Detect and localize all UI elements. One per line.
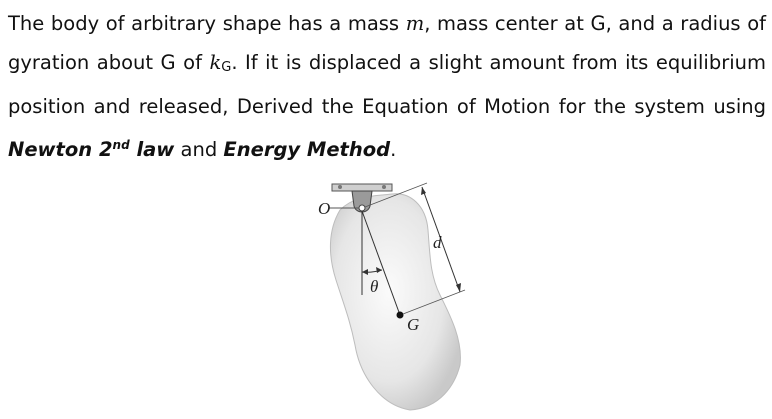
support-bolt-right <box>382 185 386 189</box>
problem-line-3: position and released, Derived the Equation of Motion for the system using <box>8 95 766 118</box>
mass-center-dot <box>397 312 404 319</box>
label-theta: θ <box>370 277 379 296</box>
label-g: G <box>407 315 420 334</box>
problem-line-1 <box>8 4 766 43</box>
label-o: O <box>318 199 331 218</box>
pendulum-diagram <box>300 170 490 415</box>
pendulum-figure <box>300 170 490 415</box>
text-segment: gyration about G of <box>8 51 210 74</box>
energy-method-label: Energy Method <box>223 138 391 161</box>
text-segment: and <box>174 138 224 161</box>
radius-of-gyration-symbol: k <box>209 51 222 74</box>
newton-superscript: nd <box>112 138 130 152</box>
label-d: d <box>433 233 442 252</box>
text-segment: The body of arbitrary shape has a mass <box>8 12 406 35</box>
newton-law-label: law <box>129 138 175 161</box>
newton-label: Newton 2 <box>8 138 113 161</box>
pivot-pin <box>359 205 365 211</box>
text-segment: , mass center at G, and a radius of <box>424 12 766 35</box>
support-bolt-left <box>338 185 342 189</box>
mass-symbol: m <box>405 12 425 35</box>
problem-line-4 <box>8 126 766 169</box>
text-segment: . <box>390 138 397 161</box>
dimension-arrow-top <box>421 187 426 195</box>
problem-line-2 <box>8 43 766 87</box>
radius-of-gyration-subscript: G <box>221 60 232 75</box>
problem-statement <box>8 4 766 169</box>
text-segment: . If it is displaced a slight amount from its equilibrium <box>231 51 766 74</box>
